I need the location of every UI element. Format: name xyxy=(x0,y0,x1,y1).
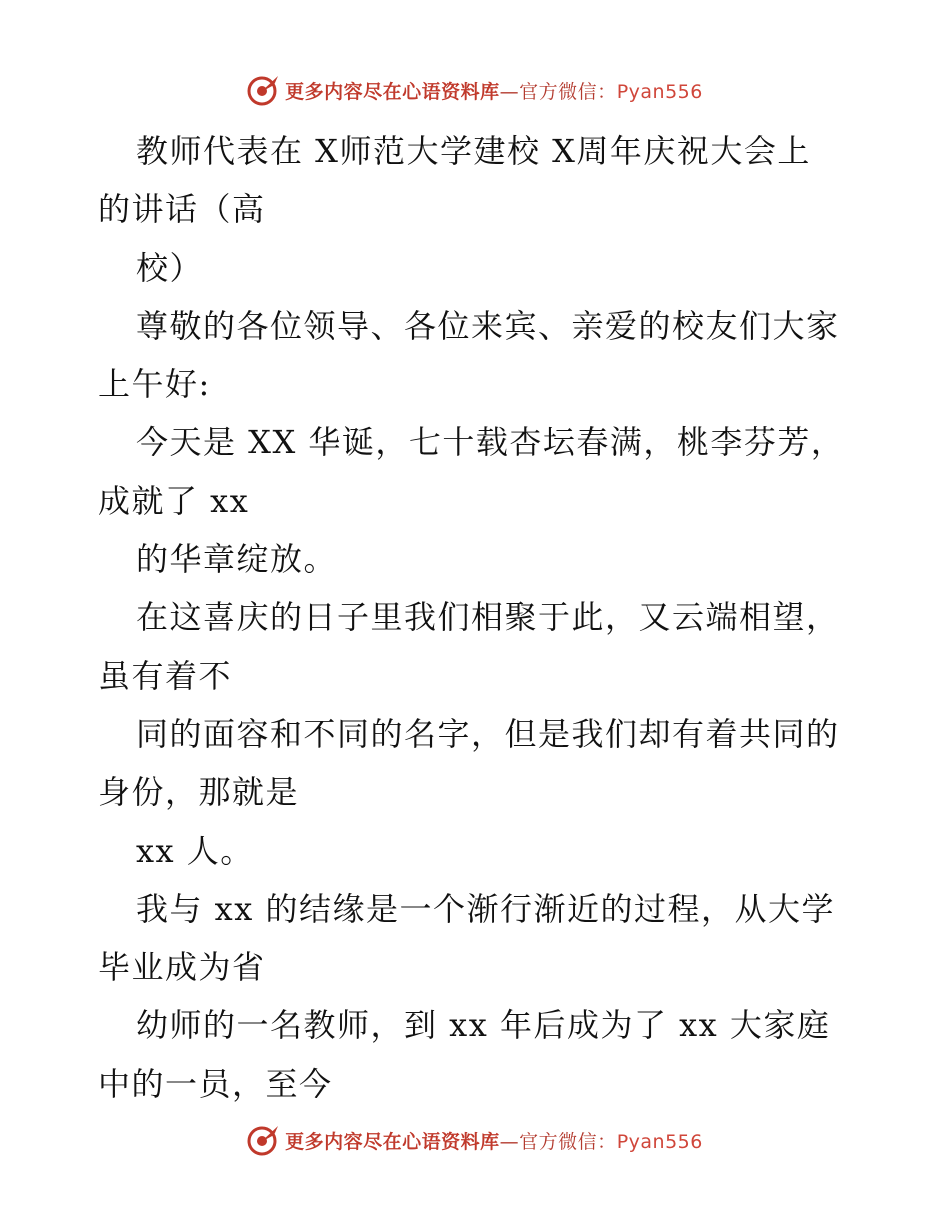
watermark-site-text: 更多内容尽在心语资料库 xyxy=(285,80,500,103)
watermark-label: 官方微信： xyxy=(519,80,617,103)
text-line: 中的一员，至今 xyxy=(98,1064,333,1103)
watermark-id: Pyan556 xyxy=(616,1130,703,1153)
text-line: 毕业成为省 xyxy=(98,948,266,987)
text-line: 虽有着不 xyxy=(98,656,233,695)
text-line: 在这喜庆的日子里我们相聚于此，又云端相望， xyxy=(136,598,840,637)
text-line: 今天是 XX 华诞，七十载杏坛春满，桃李芬芳， xyxy=(136,423,845,462)
document-body xyxy=(98,122,858,1113)
watermark-label: 官方微信： xyxy=(519,1130,617,1153)
text-line: 的华章绽放。 xyxy=(136,540,338,579)
quill-circle-logo-icon xyxy=(247,73,281,107)
watermark-text xyxy=(285,1127,703,1154)
text-line: 同的面容和不同的名字，但是我们却有着共同的 xyxy=(136,714,840,753)
text-line: 尊敬的各位领导、各位来宾、亲爱的校友们大家 xyxy=(136,306,840,345)
header-watermark xyxy=(0,70,950,110)
text-line: 成就了 xx xyxy=(98,481,250,520)
text-line: 幼师的一名教师，到 xx 年后成为了 xx 大家庭 xyxy=(136,1006,831,1045)
watermark-id: Pyan556 xyxy=(616,80,703,103)
text-line: 校） xyxy=(136,248,204,287)
watermark-text xyxy=(285,77,703,104)
text-line: 的讲话（高 xyxy=(98,190,266,229)
watermark-dash: — xyxy=(499,1130,520,1153)
text-line: 上午好: xyxy=(98,365,211,404)
text-line: 我与 xx 的结缘是一个渐行渐近的过程，从大学 xyxy=(136,889,835,928)
text-line: xx 人。 xyxy=(136,831,254,870)
quill-circle-logo-icon xyxy=(247,1123,281,1157)
text-line: 教师代表在 X师范大学建校 X周年庆祝大会上 xyxy=(136,132,811,170)
watermark-dash: — xyxy=(499,80,520,103)
text-line: 身份，那就是 xyxy=(98,773,300,812)
watermark-site-text: 更多内容尽在心语资料库 xyxy=(285,1130,500,1153)
footer-watermark xyxy=(0,1120,950,1160)
